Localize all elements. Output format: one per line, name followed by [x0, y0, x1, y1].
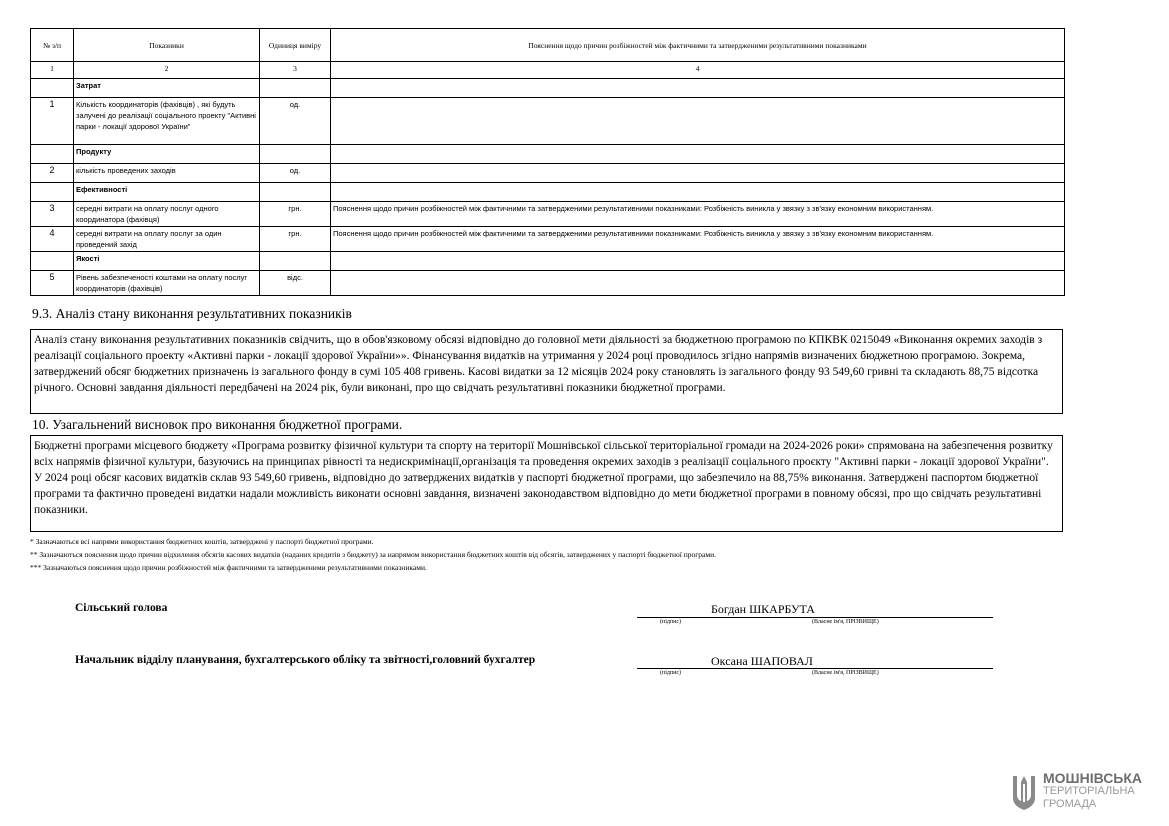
row-explanation	[331, 164, 1065, 183]
section-93-text: Аналіз стану виконання результативних показників свідчить, що в обов'язковому обсязі відповідно до головної мети діяльності за бюджетною програмою по КПКВК 0215049 «Виконання окремих заходів з реалізації соціального проекту «Активні парки - локації здорової України»». Фінансування видатків на утримання у 2024 році проводилось згідно напрямів визначених бюджетною програмою. Зокрема, затверджений обсяг бюджетних призначень із загального фонду в сумі 105 408 гривень. Касові видатки за 12 місяців 2024 року становлять із загального фонду 93 549,60 гривні та складають 88,75 відсотка річного. Основні завдання діяльності передбачені на 2024 рік, були виконані, про що свідчать результативні показники бюджетної програми.	[30, 329, 1063, 414]
category-label: Продукту	[74, 145, 260, 164]
accountant-signature-line	[637, 668, 993, 669]
footnote: * Зазначаються всі напрями використання бюджетних коштів, затверджені у паспорті бюджетної програми.	[30, 537, 374, 546]
column-number-row	[31, 62, 1065, 79]
head-signature-line	[637, 617, 993, 618]
category-label: Затрат	[74, 79, 260, 98]
row-explanation	[331, 271, 1065, 296]
header-unit: Одиниця виміру	[260, 29, 331, 62]
community-watermark-logo	[1010, 772, 1160, 818]
head-caption-name: (Власне ім'я, ПРІЗВИЩЕ)	[812, 619, 879, 625]
table-row	[31, 98, 1065, 145]
category-label: Ефективності	[74, 183, 260, 202]
head-name: Богдан ШКАРБУТА	[711, 602, 815, 616]
row-unit: грн.	[260, 227, 331, 252]
row-indicator: Кількість координаторів (фахівців) , які будуть залучені до реалізації соціального проекту "Активні парки - локації здорової України"	[74, 98, 260, 145]
table-row	[31, 227, 1065, 252]
row-indicator: середні витрати на оплату послуг за один проведений захід	[74, 227, 260, 252]
row-unit: відс.	[260, 271, 331, 296]
category-label: Якості	[74, 252, 260, 271]
row-unit: од.	[260, 164, 331, 183]
header-indicator: Показники	[74, 29, 260, 62]
watermark-line: МОШНІВСЬКА	[1043, 770, 1143, 786]
col-number: 4	[331, 62, 1065, 79]
accountant-caption-sign: (підпис)	[660, 670, 682, 676]
footnote: ** Зазначаються пояснення щодо причин відхилення обсягів касових видатків (наданих кредитів з бюджету) за напрямом використання бюджетних коштів від обсягів, затверджених у паспорті бюджетної програми.	[30, 550, 717, 559]
row-unit: грн.	[260, 202, 331, 227]
accountant-role: Начальник відділу планування, бухгалтерського обліку та звітності,головний бухгалтер	[75, 654, 536, 666]
table-header-row	[31, 29, 1065, 62]
row-number: 4	[31, 227, 74, 252]
indicators-table	[30, 28, 1065, 296]
category-row-product	[31, 145, 1065, 164]
section-10-text: Бюджетні програми місцевого бюджету «Програма розвитку фізичної культури та спорту на території Мошнівської сільської територіальної громади на 2024-2026 роки» спрямована на забезпечення розвитку всіх напрямів фізичної культури, базуючись на принципах рівності та недискримінації,організація та проведення окремих заходів з реалізації соціального проєкту "Активні парки - локації здорової України". У 2024 році обсяг касових видатків склав 93 549,60 гривень, відповідно до затверджених видатків у паспорті бюджетної програми, що забезпечило на 88,75% виконання. Затверджені паспортом бюджетної програми та фактично проведені видатки надали можливість виконати основні завдання, визначені законодавством відповідно до мети бюджетної програми в повному обсязі, про що свідчать результативні показники.	[30, 435, 1063, 532]
footnote: *** Зазначаються пояснення щодо причин розбіжностей між фактичними та затвердженими результативними показниками.	[30, 563, 427, 572]
col-number: 2	[74, 62, 260, 79]
row-indicator: середні витрати на оплату послуг одного координатора (фахівця)	[74, 202, 260, 227]
row-unit: од.	[260, 98, 331, 145]
footnotes	[30, 535, 1030, 574]
header-explanation: Пояснення щодо причин розбіжностей між фактичними та затвердженими результативними показниками	[331, 29, 1065, 62]
category-row-efficiency	[31, 183, 1065, 202]
row-explanation	[331, 98, 1065, 145]
header-no: № з/п	[31, 29, 74, 62]
row-number: 1	[31, 98, 74, 145]
category-row-costs	[31, 79, 1065, 98]
section-93-title: 9.3. Аналіз стану виконання результативних показників	[32, 306, 352, 321]
watermark-text	[1043, 772, 1142, 811]
row-indicator: кількість проведених заходів	[74, 164, 260, 183]
row-indicator: Рівень забезпеченості коштами на оплату послуг координаторів (фахівців)	[74, 271, 260, 296]
col-number: 3	[260, 62, 331, 79]
table-row	[31, 164, 1065, 183]
table-row	[31, 271, 1065, 296]
row-number: 2	[31, 164, 74, 183]
head-caption-sign: (підпис)	[660, 619, 682, 625]
table-row	[31, 202, 1065, 227]
section-10-title: 10. Узагальнений висновок про виконання бюджетної програми.	[32, 417, 403, 432]
trident-icon	[1010, 772, 1038, 812]
accountant-name: Оксана ШАПОВАЛ	[711, 654, 813, 668]
watermark-line: ТЕРИТОРІАЛЬНА	[1043, 785, 1135, 797]
head-role: Сільський голова	[75, 602, 168, 614]
category-row-quality	[31, 252, 1065, 271]
row-explanation: Пояснення щодо причин розбіжностей між фактичними та затвердженими результативними показниками: Розбіжність виникла у звязку з зв'язку економним використанням.	[331, 227, 1065, 252]
col-number: 1	[31, 62, 74, 79]
row-number: 3	[31, 202, 74, 227]
row-number: 5	[31, 271, 74, 296]
watermark-line: ГРОМАДА	[1043, 798, 1097, 810]
accountant-caption-name: (Власне ім'я, ПРІЗВИЩЕ)	[812, 670, 879, 676]
row-explanation: Пояснення щодо причин розбіжностей між фактичними та затвердженими результативними показниками: Розбіжність виникла у звязку з зв'язку економним використанням.	[331, 202, 1065, 227]
